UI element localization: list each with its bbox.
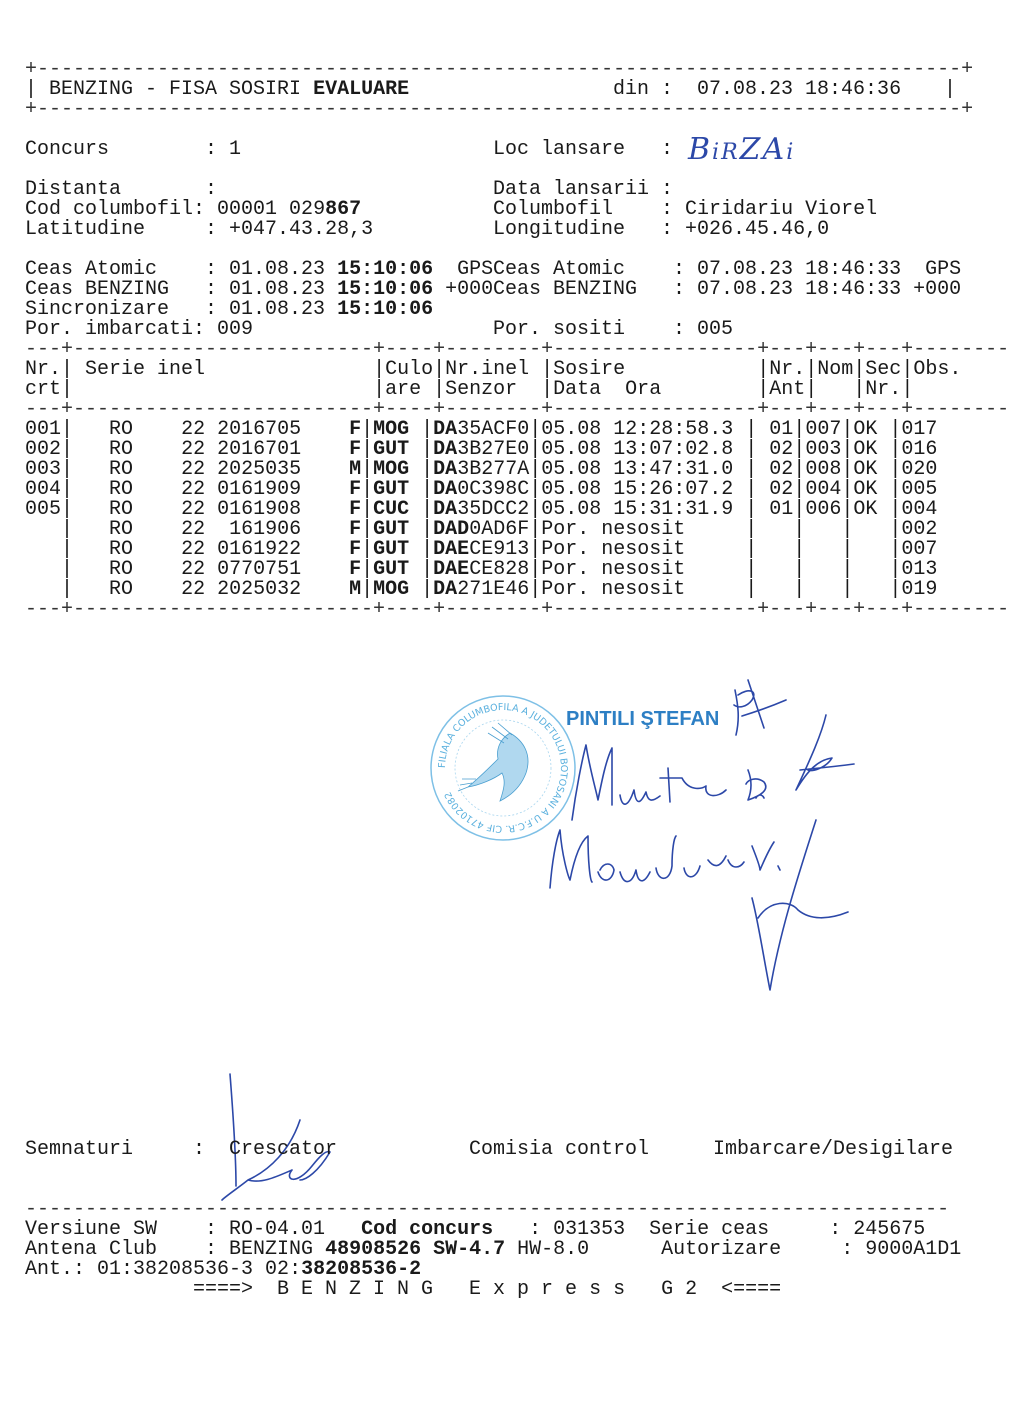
- header-nr: crt: [25, 378, 62, 401]
- header-nr-inel: Nr.inel: [445, 358, 542, 381]
- col-separator: |: [421, 478, 434, 501]
- col-separator: |: [61, 578, 74, 601]
- col-separator: |: [841, 578, 854, 601]
- col-separator: |: [889, 458, 902, 481]
- autorizare-label: Autorizare: [661, 1238, 782, 1261]
- col-separator: |: [745, 438, 758, 461]
- footer-row-versiune: [25, 1220, 925, 1240]
- clock-date: 07.08.23: [697, 258, 794, 281]
- col-separator: |: [61, 418, 74, 441]
- table-border-top: ---+-------------------------+----+--------+-----------------+---+---+---+--------: [25, 338, 1010, 361]
- cell-color: MOG: [373, 458, 422, 481]
- col-separator: |: [793, 478, 806, 501]
- col-separator: |: [61, 558, 74, 581]
- col-separator: |: [529, 538, 542, 561]
- cell-ring: 2025035: [217, 458, 350, 481]
- cell-nr: 005: [25, 498, 62, 521]
- col-separator: |: [541, 358, 554, 381]
- cell-arrival: Por. nesosit: [541, 558, 746, 581]
- col-separator: |: [793, 578, 806, 601]
- ant-value-bold: 38208536-2: [301, 1258, 422, 1281]
- cell-sensor-prefix: DA: [433, 578, 458, 601]
- header-serie: Serie inel: [73, 358, 374, 381]
- clock-date: 07.08.23: [697, 278, 794, 301]
- clock-label: Sincronizare :: [25, 298, 218, 321]
- cell-arrival: 05.08 15:31:31.9: [541, 498, 746, 521]
- col-separator: |: [757, 378, 770, 401]
- col-separator: |: [361, 438, 374, 461]
- cell-ant: 01: [757, 498, 794, 521]
- data-lansarii-label: Data lansarii :: [493, 178, 674, 201]
- cell-nom: 006: [805, 498, 842, 521]
- footer-divider: -----------------------------------------------------------------------------: [25, 1198, 950, 1221]
- signature-munteanu-b-icon: [746, 770, 766, 800]
- sositi-value: 005: [697, 318, 734, 341]
- col-separator: |: [361, 578, 374, 601]
- cell-year: 22: [181, 558, 218, 581]
- cell-country: RO: [73, 578, 182, 601]
- cell-sec: OK: [853, 478, 890, 501]
- signature-munteanu-initials-icon: [796, 715, 854, 790]
- col-separator: |: [745, 478, 758, 501]
- col-separator: |: [61, 458, 74, 481]
- col-separator: |: [529, 418, 542, 441]
- ant-value: 01:38208536-3 02:: [97, 1258, 302, 1281]
- cell-year: 22: [181, 578, 218, 601]
- col-separator: |: [805, 378, 818, 401]
- cell-ant: 01: [757, 418, 794, 441]
- col-separator: |: [841, 478, 854, 501]
- cell-country: RO: [73, 498, 182, 521]
- clock-time: 15:10:06: [337, 278, 434, 301]
- header-sec: Sec: [865, 358, 902, 381]
- cell-country: RO: [73, 518, 182, 541]
- cell-sec: OK: [853, 418, 890, 441]
- cell-nom: 007: [805, 418, 842, 441]
- cell-nom: 003: [805, 438, 842, 461]
- signature-crescator-icon: [222, 1074, 330, 1200]
- cell-sensor: 0AD6F: [469, 518, 530, 541]
- col-separator: |: [889, 518, 902, 541]
- cell-obs: 002: [901, 518, 938, 541]
- col-separator: |: [61, 498, 74, 521]
- col-separator: |: [421, 538, 434, 561]
- clock-date: 01.08.23: [229, 258, 326, 281]
- header-obs: Obs.: [913, 358, 962, 381]
- clock-suffix: GPS: [901, 258, 962, 281]
- col-separator: |: [889, 558, 902, 581]
- col-separator: |: [61, 378, 74, 401]
- din-label: din :: [613, 78, 674, 101]
- col-separator: |: [793, 418, 806, 441]
- col-separator: |: [541, 378, 554, 401]
- cell-nom: 004: [805, 478, 842, 501]
- cell-sensor: 35DCC2: [457, 498, 530, 521]
- col-separator: |: [889, 578, 902, 601]
- header-nr-ant: Ant: [769, 378, 806, 401]
- cell-sex: F: [349, 438, 362, 461]
- columbofil-label: Columbofil :: [493, 198, 674, 221]
- header-sosire: Sosire: [553, 358, 758, 381]
- loc-handwritten-value: BiRZAi: [688, 132, 796, 167]
- cell-nom: 008: [805, 458, 842, 481]
- col-separator: |: [853, 378, 866, 401]
- col-separator: |: [61, 358, 74, 381]
- cell-sensor-prefix: DAE: [433, 558, 470, 581]
- col-separator: |: [433, 378, 446, 401]
- cell-sensor-prefix: DAE: [433, 538, 470, 561]
- versiune-label: Versiune SW :: [25, 1218, 218, 1241]
- clock-date: 01.08.23: [229, 298, 326, 321]
- footer-row-antena: [25, 1240, 961, 1260]
- col-separator: |: [421, 438, 434, 461]
- col-separator: |: [745, 538, 758, 561]
- ant-label: Ant.:: [25, 1258, 86, 1281]
- cell-sensor: 35ACF0: [457, 418, 530, 441]
- clock-label: Ceas BENZING :: [25, 278, 218, 301]
- cell-country: RO: [73, 558, 182, 581]
- clock-label: Ceas BENZING :: [493, 278, 686, 301]
- col-separator: |: [841, 458, 854, 481]
- cell-sex: M: [349, 578, 362, 601]
- col-separator: |: [745, 518, 758, 541]
- col-separator: |: [841, 518, 854, 541]
- clock-time: 18:46:33: [805, 278, 902, 301]
- signature-mandache-icon: [550, 830, 744, 888]
- signature-comisia-label: Comisia control: [469, 1138, 650, 1161]
- cell-sex: F: [349, 538, 362, 561]
- col-separator: |: [841, 418, 854, 441]
- imbarcati-label: Por. imbarcati:: [25, 318, 206, 341]
- cell-ant: 02: [757, 438, 794, 461]
- lat-value: +047.43.28,3: [229, 218, 374, 241]
- signature-imbarcare-label: Imbarcare/Desigilare: [713, 1138, 954, 1161]
- col-separator: |: [529, 558, 542, 581]
- col-separator: |: [421, 458, 434, 481]
- cell-sensor: 3B277A: [457, 458, 530, 481]
- signatures-label: Semnaturi: [25, 1138, 134, 1161]
- signature-crescator-label: Crescator: [229, 1138, 338, 1161]
- serie-ceas-label: Serie ceas: [649, 1218, 770, 1241]
- cell-ring: 0161908: [217, 498, 350, 521]
- concurs-label: Concurs :: [25, 138, 218, 161]
- col-separator: |: [757, 358, 770, 381]
- antena-hw: HW-8.0: [517, 1238, 590, 1261]
- cell-obs: 020: [901, 458, 938, 481]
- antena-value: BENZING: [229, 1238, 314, 1261]
- cell-year: 22: [181, 438, 218, 461]
- clock-time: 15:10:06: [337, 258, 434, 281]
- col-separator: |: [61, 478, 74, 501]
- cell-ring: 2016705: [217, 418, 350, 441]
- col-separator: |: [61, 538, 74, 561]
- header-culoare: are: [385, 378, 434, 401]
- cell-sensor-prefix: DA: [433, 458, 458, 481]
- cell-obs: 016: [901, 438, 938, 461]
- col-separator: |: [901, 358, 914, 381]
- col-separator: |: [529, 578, 542, 601]
- cell-obs: 017: [901, 418, 938, 441]
- cod-concurs-value: : 031353: [529, 1218, 626, 1241]
- cell-ant: 02: [757, 458, 794, 481]
- cell-obs: 019: [901, 578, 938, 601]
- cell-sex: F: [349, 498, 362, 521]
- col-separator: |: [745, 578, 758, 601]
- cell-country: RO: [73, 438, 182, 461]
- col-separator: |: [889, 498, 902, 521]
- clock-time: 15:10:06: [337, 298, 434, 321]
- cell-arrival: Por. nesosit: [541, 518, 746, 541]
- col-separator: |: [841, 498, 854, 521]
- col-separator: |: [745, 558, 758, 581]
- header-culoare: Culo: [385, 358, 434, 381]
- col-separator: |: [61, 518, 74, 541]
- col-separator: |: [793, 558, 806, 581]
- imbarcati-value: 009: [217, 318, 254, 341]
- col-separator: |: [793, 498, 806, 521]
- signature-mandache-v-icon: [752, 842, 780, 870]
- cell-sensor: CE828: [469, 558, 530, 581]
- cell-year: 22: [181, 458, 218, 481]
- cell-sec: OK: [853, 438, 890, 461]
- cell-color: MOG: [373, 418, 422, 441]
- cell-obs: 013: [901, 558, 938, 581]
- antena-label: Antena Club :: [25, 1238, 218, 1261]
- col-separator: |: [421, 418, 434, 441]
- loc-label: Loc lansare :: [493, 138, 674, 161]
- footer-banner: ====> B E N Z I N G E x p r e s s G 2 <====: [193, 1278, 782, 1301]
- col-separator: |: [361, 478, 374, 501]
- cell-year: 22: [181, 538, 218, 561]
- clock-suffix: +000: [433, 278, 494, 301]
- cell-obs: 007: [901, 538, 938, 561]
- concurs-value: 1: [229, 138, 242, 161]
- cell-arrival: 05.08 13:47:31.0: [541, 458, 746, 481]
- cell-arrival: 05.08 13:07:02.8: [541, 438, 746, 461]
- col-separator: |: [745, 458, 758, 481]
- cell-sec: OK: [853, 498, 890, 521]
- cell-sex: M: [349, 458, 362, 481]
- long-label: Longitudine :: [493, 218, 674, 241]
- signatures-colon: :: [193, 1138, 206, 1161]
- cod-concurs-label: Cod concurs: [361, 1218, 494, 1241]
- header-nom: Nom: [817, 358, 854, 381]
- col-separator: |: [745, 498, 758, 521]
- col-separator: |: [361, 518, 374, 541]
- header-border-bottom: +-----------------------------------------------------------------------------+: [25, 98, 974, 121]
- cell-country: RO: [73, 458, 182, 481]
- col-separator: |: [529, 438, 542, 461]
- cell-ring: 0161909: [217, 478, 350, 501]
- cell-sensor-prefix: DAD: [433, 518, 470, 541]
- col-separator: |: [889, 538, 902, 561]
- col-separator: |: [529, 498, 542, 521]
- header-border-right: |: [944, 78, 957, 101]
- col-separator: |: [889, 418, 902, 441]
- col-separator: |: [421, 498, 434, 521]
- col-separator: |: [421, 578, 434, 601]
- col-separator: |: [745, 418, 758, 441]
- signatures-row: [25, 1140, 133, 1160]
- cell-year: 22: [181, 418, 218, 441]
- col-separator: |: [889, 438, 902, 461]
- cell-color: GUT: [373, 478, 422, 501]
- lat-label: Latitudine :: [25, 218, 218, 241]
- cell-nr: 001: [25, 418, 62, 441]
- cell-country: RO: [73, 538, 182, 561]
- col-separator: |: [901, 378, 914, 401]
- col-separator: |: [793, 438, 806, 461]
- table-border-bottom: ---+-------------------------+----+--------+-----------------+---+---+---+--------: [25, 598, 1010, 621]
- header-nr-inel: Senzor: [445, 378, 542, 401]
- signature-munteanu-icon: [572, 745, 726, 820]
- col-separator: |: [793, 518, 806, 541]
- cell-ring: 2016701: [217, 438, 350, 461]
- col-separator: |: [361, 418, 374, 441]
- table-border-mid: ---+-------------------------+----+--------+-----------------+---+---+---+--------: [25, 398, 1010, 421]
- col-separator: |: [841, 538, 854, 561]
- cod-value: 00001 029: [217, 198, 326, 221]
- cell-country: RO: [73, 418, 182, 441]
- col-separator: |: [361, 558, 374, 581]
- clock-date: 01.08.23: [229, 278, 326, 301]
- serie-ceas-value: : 245675: [829, 1218, 926, 1241]
- cell-color: GUT: [373, 518, 422, 541]
- cell-nr: 002: [25, 438, 62, 461]
- cell-color: MOG: [373, 578, 422, 601]
- distanta-label: Distanta :: [25, 178, 218, 201]
- report-title-bold: EVALUARE: [313, 78, 410, 101]
- col-separator: |: [793, 458, 806, 481]
- cell-nr: 003: [25, 458, 62, 481]
- cell-year: 22: [181, 498, 218, 521]
- col-separator: |: [421, 518, 434, 541]
- header-sec: Nr.: [865, 378, 902, 401]
- cell-obs: 005: [901, 478, 938, 501]
- din-value: 07.08.23 18:46:36: [697, 78, 902, 101]
- long-value: +026.45.46,0: [685, 218, 830, 241]
- cell-sensor-prefix: DA: [433, 418, 458, 441]
- cell-color: GUT: [373, 438, 422, 461]
- col-separator: |: [421, 558, 434, 581]
- clock-time: 18:46:33: [805, 258, 902, 281]
- col-separator: |: [529, 518, 542, 541]
- footer-row-ant: [25, 1260, 421, 1280]
- cell-color: CUC: [373, 498, 422, 521]
- col-separator: |: [373, 378, 386, 401]
- col-separator: |: [361, 458, 374, 481]
- col-separator: |: [853, 358, 866, 381]
- col-separator: |: [433, 358, 446, 381]
- clock-label: Ceas Atomic :: [493, 258, 686, 281]
- cell-arrival: 05.08 12:28:58.3: [541, 418, 746, 441]
- cell-sex: F: [349, 478, 362, 501]
- cell-obs: 004: [901, 498, 938, 521]
- header-line: | BENZING - FISA SOSIRI EVALUARE: [25, 78, 410, 101]
- printed-name-stamp: PINTILI ŞTEFAN: [566, 708, 720, 730]
- cell-sensor: 271E46: [457, 578, 530, 601]
- col-separator: |: [61, 438, 74, 461]
- cell-sex: F: [349, 518, 362, 541]
- col-separator: |: [529, 458, 542, 481]
- sositi-label: Por. sositi :: [493, 318, 686, 341]
- report-title: BENZING - FISA SOSIRI: [49, 78, 302, 101]
- cell-ant: 02: [757, 478, 794, 501]
- cell-ring: 161906: [217, 518, 350, 541]
- signature-mandache-initials-icon: [752, 820, 848, 990]
- col-separator: |: [805, 358, 818, 381]
- cell-sec: OK: [853, 458, 890, 481]
- cell-year: 22: [181, 478, 218, 501]
- autorizare-value: : 9000A1D1: [841, 1238, 962, 1261]
- cod-label: Cod columbofil:: [25, 198, 206, 221]
- col-separator: |: [373, 358, 386, 381]
- versiune-value: RO-04.01: [229, 1218, 326, 1241]
- columbofil-value: Ciridariu Viorel: [685, 198, 878, 221]
- cell-ring: 0770751: [217, 558, 350, 581]
- col-separator: |: [361, 498, 374, 521]
- cell-sensor: 3B27E0: [457, 438, 530, 461]
- clock-suffix: GPS: [433, 258, 494, 281]
- cell-arrival: Por. nesosit: [541, 578, 746, 601]
- cell-nr: 004: [25, 478, 62, 501]
- col-separator: |: [841, 438, 854, 461]
- clock-label: Ceas Atomic :: [25, 258, 218, 281]
- cell-sex: F: [349, 558, 362, 581]
- cell-sensor-prefix: DA: [433, 498, 458, 521]
- signature-pintili-icon: [734, 680, 786, 735]
- clock-suffix: +000: [901, 278, 962, 301]
- cell-sensor: 0C398C: [457, 478, 530, 501]
- cell-sensor-prefix: DA: [433, 478, 458, 501]
- antena-value-bold: 48908526 SW-4.7: [325, 1238, 506, 1261]
- header-nr-ant: Nr.: [769, 358, 806, 381]
- cell-color: GUT: [373, 558, 422, 581]
- cell-sex: F: [349, 418, 362, 441]
- cod-value-bold: 867: [325, 198, 362, 221]
- cell-ring: 0161922: [217, 538, 350, 561]
- cell-country: RO: [73, 478, 182, 501]
- cell-arrival: Por. nesosit: [541, 538, 746, 561]
- col-separator: |: [793, 538, 806, 561]
- col-separator: |: [841, 558, 854, 581]
- cell-year: 22: [181, 518, 218, 541]
- header-border-top: +-----------------------------------------------------------------------------+: [25, 58, 974, 81]
- stamp-ring-text: FILIALA COLUMBOFILA A JUDETULUI BOTOSANI A U.F.C.R. CIF 47102082: [436, 701, 570, 835]
- col-separator: |: [361, 538, 374, 561]
- cell-sensor-prefix: DA: [433, 438, 458, 461]
- header-sosire: Data Ora: [553, 378, 758, 401]
- col-separator: |: [889, 478, 902, 501]
- col-separator: |: [529, 478, 542, 501]
- header-nr: Nr.: [25, 358, 62, 381]
- cell-color: GUT: [373, 538, 422, 561]
- cell-sensor: CE913: [469, 538, 530, 561]
- cell-ring: 2025032: [217, 578, 350, 601]
- cell-arrival: 05.08 15:26:07.2: [541, 478, 746, 501]
